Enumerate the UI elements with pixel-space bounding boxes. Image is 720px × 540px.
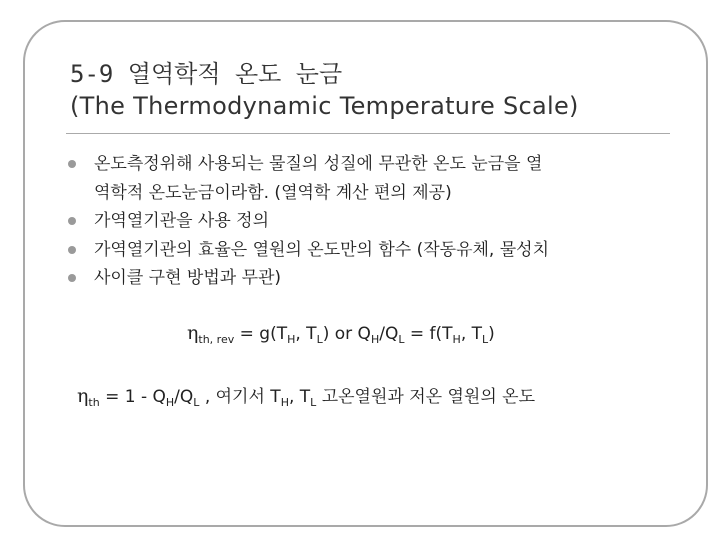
equation-text: = 1 - Q — [99, 387, 166, 407]
bullet-text: 사이클 구현 방법과 무관) — [94, 268, 282, 288]
equation-text: /Q — [174, 387, 194, 407]
eta-symbol: η — [77, 385, 89, 407]
subscript: H — [287, 333, 296, 346]
bullet-item — [66, 264, 549, 293]
equation-efficiency-definition — [77, 382, 535, 409]
equation-text: = g(T — [234, 324, 288, 344]
equation-text: = f(T — [404, 324, 453, 344]
bullet-item — [66, 150, 549, 179]
slide-title — [70, 58, 579, 122]
subscript: L — [316, 333, 323, 346]
subscript: L — [482, 333, 489, 346]
bullet-dot-icon — [68, 274, 76, 282]
subscript: th — [88, 396, 100, 409]
bullet-item — [66, 236, 549, 265]
bullet-text: 가역열기관을 사용 정의 — [94, 211, 270, 231]
equation-text: , T — [295, 324, 317, 344]
bullet-list — [66, 150, 549, 293]
equation-text: /Q — [379, 324, 399, 344]
subscript: H — [280, 396, 289, 409]
subscript: L — [193, 396, 200, 409]
equation-efficiency-reversible — [187, 322, 495, 346]
bullet-text: 가역열기관의 효율은 열원의 온도만의 함수 (작동유체, 물성치 — [94, 239, 550, 260]
title-line-korean: 5-9 열역학적 온도 눈금 — [70, 60, 343, 88]
equation-text: , T — [460, 324, 483, 344]
bullet-dot-icon — [68, 246, 76, 254]
equation-text: ) — [488, 324, 495, 344]
equation-text: , T — [288, 387, 311, 407]
subscript: L — [398, 333, 405, 346]
equation-text: , 여기서 T — [199, 387, 281, 407]
bullet-dot-icon — [68, 160, 76, 168]
subscript: L — [310, 396, 317, 409]
subscript: H — [370, 333, 380, 346]
equation-text: ) or Q — [322, 324, 371, 344]
bullet-item — [66, 207, 549, 236]
subscript: H — [452, 333, 461, 346]
bullet-dot-icon — [68, 217, 76, 225]
subscript: th, rev — [198, 333, 235, 346]
title-divider — [66, 133, 670, 134]
title-line-english: (The Thermodynamic Temperature Scale) — [70, 92, 579, 120]
equation-text: 고온열원과 저온 열원의 온도 — [316, 387, 535, 407]
subscript: H — [165, 396, 175, 409]
eta-symbol: η — [187, 322, 199, 344]
bullet-text: 역학적 온도눈금이라함. (열역학 계산 편의 제공) — [94, 182, 452, 203]
bullet-text: 온도측정위해 사용되는 물질의 성질에 무관한 온도 눈금을 열 — [94, 154, 543, 174]
bullet-continuation — [66, 179, 549, 208]
